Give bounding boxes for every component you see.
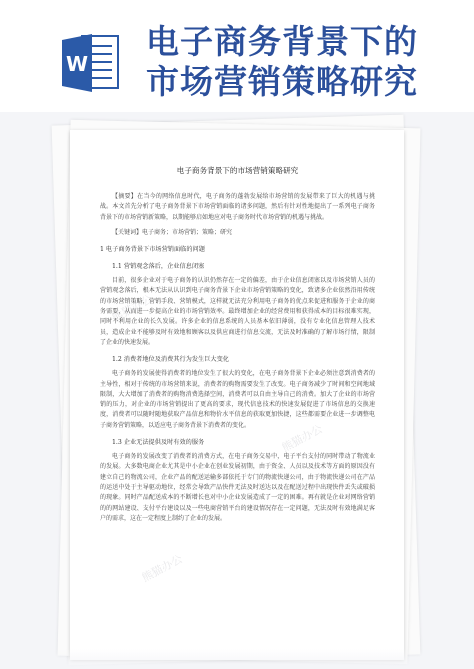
section-heading-1: 1 电子商务背景下市场营销面临的问题 [100, 246, 205, 254]
page-title [146, 22, 466, 102]
header-banner [0, 0, 474, 112]
abstract: 【摘要】在当今的网络信息时代，电子商务的蓬勃发展给市场营销的发展带来了巨大的机遇与挑战。本文首先分析了电子商务背景下市场营销面临的诸多问题，然后有针对性地提出了一系列电子商务背景下的市场营销新策略，以期能够启如地应对电子商务时代市场营销的机遇与挑战。 [100, 193, 375, 221]
subsection-text-1-1: 目前，很多企业对于电子商务的认识仍然存在一定的偏差，由于企业信息闭塞以及市场营销人员的营销观念落后，根本无法从认识到电子商务背景下企业市场营销策略的变化，致诸多企业依然沿用传统的市场营销策略，营销手段、营销模式，这样就无法充分利用电子商务的优点来促进和服务于企业的商务需要，从而进一步提高企业的市场营销效率。最终增加企业的经营费用和获得成本的目标很难实现，同时不利用企业的长久发展。许多企业的信息系统的人员基本依旧薄弱，没有专业化信息管理人技术员，造成企业不能够及时有效地和顾客以及供应商进行信息交流，无法及时准确的了解市场行情，限制了企业的快速发展。 [100, 277, 375, 346]
word-icon-letter: W [65, 52, 89, 76]
keywords: 【关键词】电子商务；市场营销；策略；研究 [112, 228, 233, 236]
subsection-text-1-3: 电子商务的发展改变了消费者的消费方式，在电子商务交易中，电子平台支付的同时带动了物流业的发展。大多数电商企业尤其是中小企业在创业发展初期，由于资金、人员以及技术等方面的原因没有建立自己的物流公司，企业产品的配送运输多部依托于专门的物流快递公司，由于物流快递公司在产品的运送中处于主导驱动地位，经常会导致产品快件无法及时送达以及在配送过程中出现快件丢失或破损的现象。同时产品配送成本的不断增长也对中小企业发展造成了一定的困难。再有就是企业对网络营销的的网站建设、支付平台建设以及一些电商营销平台的建设情况存在一定问题，无法及时有效地满足客户的需求，这在一定程度上制约了企业的发展。 [100, 453, 375, 522]
subsection-text-1-2: 电子商务的发展使得消费者的地位发生了很大的变化，在电子商务背景下企业必须注意到消费者的主导性，相对于传统的市场营销来说，消费者的购物需要发生了改变。电子商务减少了时间和空间地域限制，大大增加了消费者的购物消费选择空间，消费者可以自由主导自己的消费。加大了企业的市场营销的压力，对企业的市场营销提出了更高的要求，现代信息技术的快速发展促进了市场信息的交换速度，消费者可以随时随地获取产品信息和物价水平信息的获取更加快捷，这些都需要企业进一步调整电子商务营销策略，以适应电子商务背景下消费者的变化。 [100, 370, 375, 429]
watermark: 熊猫办公 [279, 422, 325, 455]
watermark: 熊猫办公 [109, 292, 155, 325]
subsection-heading-1-3: 1.3 企业无法提供及时有效的服务 [112, 439, 205, 447]
word-document-icon [62, 30, 120, 96]
watermark: 熊猫办公 [139, 552, 185, 585]
title-line-1: 电子商务背景下的 [146, 22, 418, 61]
document-title: 电子商务背景下的市场营销策略研究 [176, 166, 299, 175]
subsection-heading-1-1: 1.1 营销观念落后，企业信息闭塞 [112, 263, 205, 271]
document-page [70, 130, 404, 660]
document-body [100, 165, 375, 529]
title-line-2: 市场营销策略研究 [146, 62, 418, 101]
bottom-fade [0, 649, 474, 669]
subsection-heading-1-2: 1.2 消费者地位及消费其行为发生巨大变化 [112, 356, 229, 364]
